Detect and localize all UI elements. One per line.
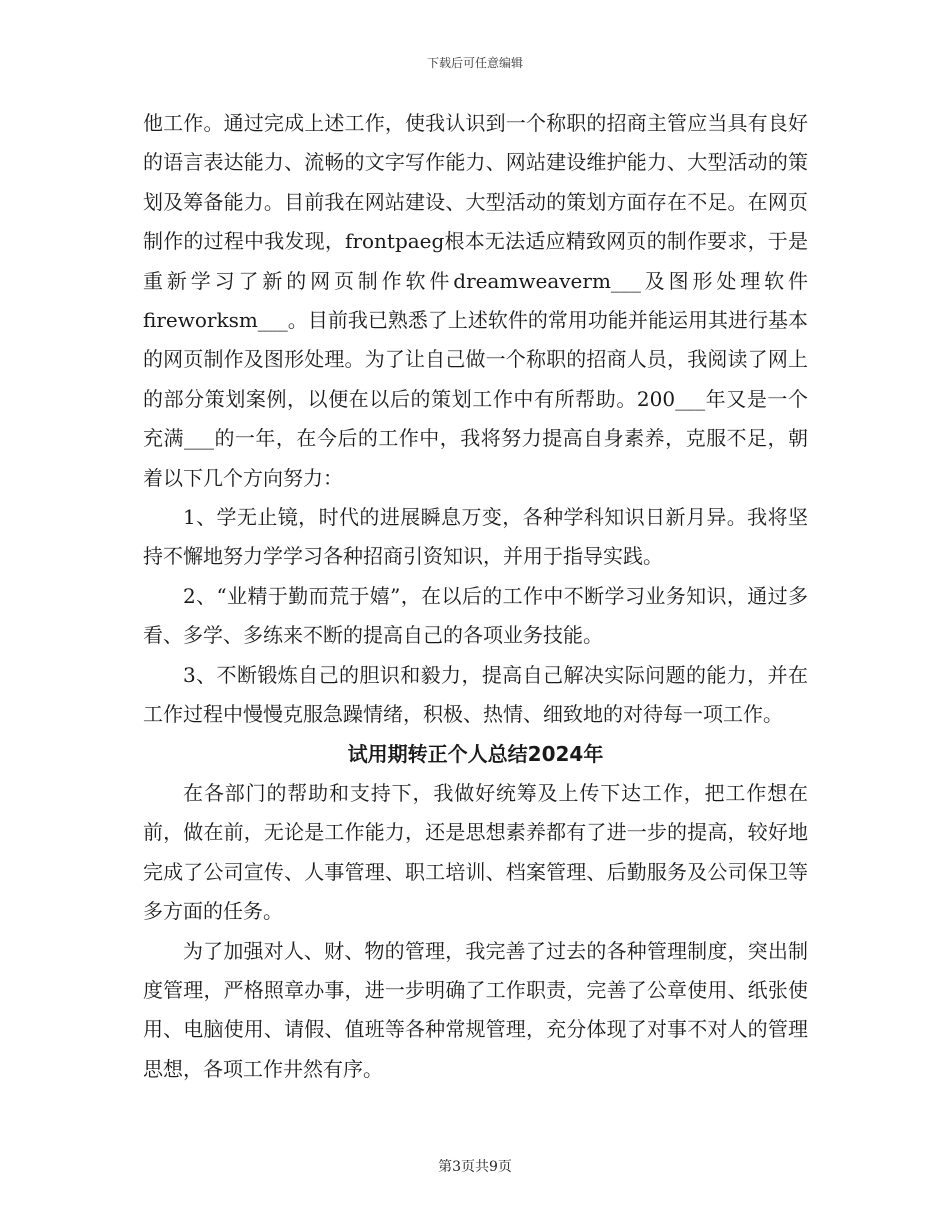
paragraph-summary-2: 为了加强对人、财、物的管理，我完善了过去的各种管理制度，突出制度管理，严格照章办事，进一步明确了工作职责，完善了公章使用、纸张使用、电脑使用、请假、值班等各种常规管理，充分体现了对事不对人的管理思想，各项工作井然有序。 — [143, 938, 808, 1081]
page-header: 下载后可任意编辑 — [426, 56, 523, 70]
paragraph-item-1: 1、学无止镜，时代的进展瞬息万变，各种学科知识日新月异。我将坚持不懈地努力学学习各种招商引资知识，并用于指导实践。 — [143, 505, 808, 569]
paragraph-continuation: 他工作。通过完成上述工作，使我认识到一个称职的招商主管应当具有良好的语言表达能力、流畅的文字写作能力、网站建设维护能力、大型活动的策划及筹备能力。目前我在网站建设、大型活动的策划方面存在不足。在网页制作的过程中我发现，frontpaeg根本无法适应精致网页的制作要求，于是重新学习了新的网页制作软件dreamweaverm___及图形处理软件fireworksm___。目前我已熟悉了上述软件的常用功能并能运用其进行基本的网页制作及图形处理。为了让自己做一个称职的招商人员，我阅读了网上的部分策划案例，以便在以后的策划工作中有所帮助。200___年又是一个充满___的一年，在今后的工作中，我将努力提高自身素养，克服不足，朝着以下几个方向努力： — [143, 111, 808, 490]
section-title: 试用期转正个人总结2024年 — [347, 741, 604, 766]
paragraph-summary-1: 在各部门的帮助和支持下，我做好统筹及上传下达工作，把工作想在前，做在前，无论是工作能力，还是思想素养都有了进一步的提高，较好地完成了公司宣传、人事管理、职工培训、档案管理、后勤服务及公司保卫等多方面的任务。 — [143, 780, 808, 924]
paragraph-item-3: 3、不断锻炼自己的胆识和毅力，提高自己解决实际问题的能力，并在工作过程中慢慢克服急躁情绪，积极、热情、细致地的对待每一项工作。 — [143, 662, 808, 727]
paragraph-item-2: 2、“业精于勤而荒于嬉”，在以后的工作中不断学习业务知识，通过多看、多学、多练来不断的提高自己的各项业务技能。 — [143, 583, 808, 648]
page-number-footer: 第3页共9页 — [438, 1159, 512, 1175]
document-body — [143, 104, 808, 1089]
